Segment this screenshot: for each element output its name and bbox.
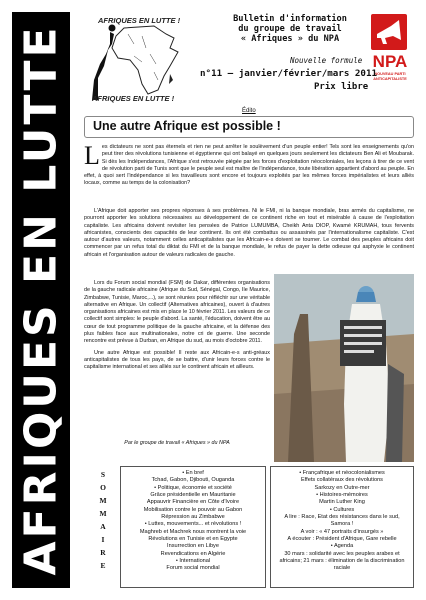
summary-item: A lire : Race, Etat des résistances dans le sud, Samora ! <box>284 514 400 528</box>
price: Prix libre <box>314 82 369 92</box>
signature: Par le groupe de travail « Afriques » du NPA <box>124 440 230 446</box>
summary-item: • En bref <box>182 470 204 476</box>
africa-map-icon <box>84 14 196 106</box>
paragraph-2: L'Afrique doit apporter ses propres réponses à ses problèmes. Ni le FMI, ni la banque mondiale, bras armés du capitalisme, ne pourront apporter les solutions nécessaires au développement de ce continent riche en tout et misérable à cause de l'exploitation capitaliste. Les africains doivent revisiter les pensées de Patrice LUMUMBA, Cheikh Anta DIOP, Kwamé KRUMAH, tous fervents africanistes, conscients des capacités de leur continent. Ils ont été combattus ou assassinés par l'internationalisme capitaliste. C'est autour d'autres valeurs, notamment celles anticapitalistes que les Africain-e-s doivent se tourner. Le combat des peuples africains doit commencer par un refus total du diktat du FMI et de la banque mondiale, le refus de payer la dette odieuse qui asphyxie le continent africain et l'organisation autour de valeurs radicales de gauche. <box>84 208 414 258</box>
summary-item: • Cultures <box>329 506 355 513</box>
npa-logo <box>367 14 413 104</box>
summary-item: Revendications en Algérie <box>160 550 226 557</box>
dropcap: L <box>84 141 100 170</box>
megaphone-icon <box>371 14 407 50</box>
summary-item: Tchad, Gabon, Djibouti, Ouganda <box>151 477 235 484</box>
bulletin-header <box>210 14 370 44</box>
sommaire-letter: S <box>100 470 106 479</box>
sommaire-letter: E <box>100 561 106 570</box>
summary-item: • Françafrique et néocolonialismes <box>299 470 385 476</box>
summary-item: Forum social mondial <box>166 565 220 572</box>
paragraph-1 <box>84 141 414 188</box>
nouvelle-formule: Nouvelle formule <box>290 56 363 65</box>
sommaire-label <box>96 468 110 572</box>
logo-bottom-text: AFRIQUES EN LUTTE ! <box>92 94 175 103</box>
sommaire-letter: I <box>101 535 105 544</box>
summary-item: Mobilisation contre le pouvoir au Gabon <box>143 506 243 513</box>
summary-item: Insurrection en Libye <box>167 543 219 550</box>
edito-label: Édito <box>242 108 256 114</box>
summary-item: Révolutions en Tunisie et en Egypte <box>148 536 238 543</box>
summary-item: • Histoires-mémoires <box>316 492 368 499</box>
summary-item: Martin Luther King <box>319 499 365 506</box>
summary-item: Grâce présidentielle en Mauritanie <box>150 492 236 499</box>
paragraph-1-text: es dictateurs ne sont pas éternels et rien ne peut arrêter le soulèvement d'un peuple entier! Tels sont les enseignements qu'on peut tirer des révolutions tunisienne et égyptienne qui ont balayé en quelques jours seulement les dictateurs Ben Ali et Moubarak. Si dès les Indépendances, l'Afrique s'est retrouvée piégée par les forces d'exploitation néocoloniales, les leçons à tirer de ce vent de révolution parti de Tunis sont que le peuple seul est maître de l'indépendance, toute libération appartient d'abord au peuple. En effet, à quoi sert l'indépendance si les travailleurs sont encore et toujours exploités par les mêmes forces impérialistes et leurs alliés locaux, comme au temps de la colonisation? <box>84 144 414 187</box>
summary-item: A écouter : Président d'Afrique, Gare rebelle <box>287 536 397 543</box>
summary-left-box <box>120 466 266 588</box>
summary-item: Maghreb et Machrek nous montrent la voie <box>139 528 247 535</box>
summary-item: • International <box>175 558 211 565</box>
npa-sub-1: NOUVEAU PARTI <box>374 72 406 76</box>
summary-right-box <box>270 466 414 588</box>
summary-item: Sarkozy en Outre-mer <box>314 484 370 491</box>
summary-item: • Luttes, mouvements... et révolutions ! <box>144 521 242 528</box>
paragraph-3: Lors du Forum social mondial (FSM) de Dakar, différentes organisations de la gauche radicale africaine (Afrique du Sud, Sénégal, Congo, Ile Maurice, Zimbabwe, Tunisie, Maroc,...), se sont réunies pour réfléchir sur une véritable alternative en Afrique. Un collectif (Alternatives africaines), ouvert à d'autres organisations africaines est mis en place le 10 février 2011. Les valeurs de ce collectif sont simples: le peuple d'abord. La santé, l'éducation, doivent être au cœur de tout programme politique de la gauche africaine, et la défense des plus faibles face aux multinationales, notre cri de guerre. Une seconde rencontre est prévue à Durban, en Afrique du sud, au mois d'octobre 2011. <box>84 280 270 345</box>
summary-item: Effets collatéraux des révolutions <box>301 477 383 484</box>
article-column <box>84 280 270 376</box>
sommaire-letter: M <box>99 496 107 505</box>
bulletin-line-3: « Afriques » du NPA <box>240 34 340 44</box>
afrique-map-logo <box>84 14 196 106</box>
sommaire-letter: R <box>100 548 106 557</box>
headline: Une autre Afrique est possible ! <box>84 116 414 138</box>
summary-section <box>84 466 414 588</box>
npa-letters: NPA <box>372 52 408 71</box>
protester-image <box>274 274 414 462</box>
protester-photo <box>274 274 414 462</box>
side-title: AFRIQUES EN LUTTE <box>15 24 67 576</box>
npa-square <box>371 14 407 50</box>
summary-item: 30 mars : solidarité avec les peuples arabes et africains; 21 mars : élimination de la discrimination raciale <box>279 550 405 572</box>
summary-item: A voir : « 47 portraits d'insurgés » <box>300 528 384 535</box>
summary-item: • Politique, économie et société <box>154 484 232 491</box>
bulletin-line-2: du groupe de travail <box>238 24 342 34</box>
npa-sub-2: ANTICAPITALISTE <box>373 76 407 81</box>
bulletin-line-1: Bulletin d'information <box>233 14 347 24</box>
sommaire-letter: M <box>99 509 107 518</box>
sommaire-letter: A <box>100 522 106 531</box>
summary-item: Répression au Zimbabwe <box>161 514 225 521</box>
sommaire-letter: O <box>100 483 106 492</box>
paragraph-4: Une autre Afrique est possible! Il reste aux Africain-e-s anti-gréaux anticapitalistes de tous les pays, de se battre, d'unir leurs forces contre le capitalisme international et ses alliés sur le continent africain et ailleurs. <box>84 349 270 371</box>
summary-item: • Agenda <box>330 543 354 550</box>
issue-number: n°11 – janvier/février/mars 2011 <box>200 68 378 79</box>
logo-top-text: AFRIQUES EN LUTTE ! <box>98 16 181 25</box>
summary-item: Appauvrir Financière en Côte d'Ivoire <box>146 499 240 506</box>
